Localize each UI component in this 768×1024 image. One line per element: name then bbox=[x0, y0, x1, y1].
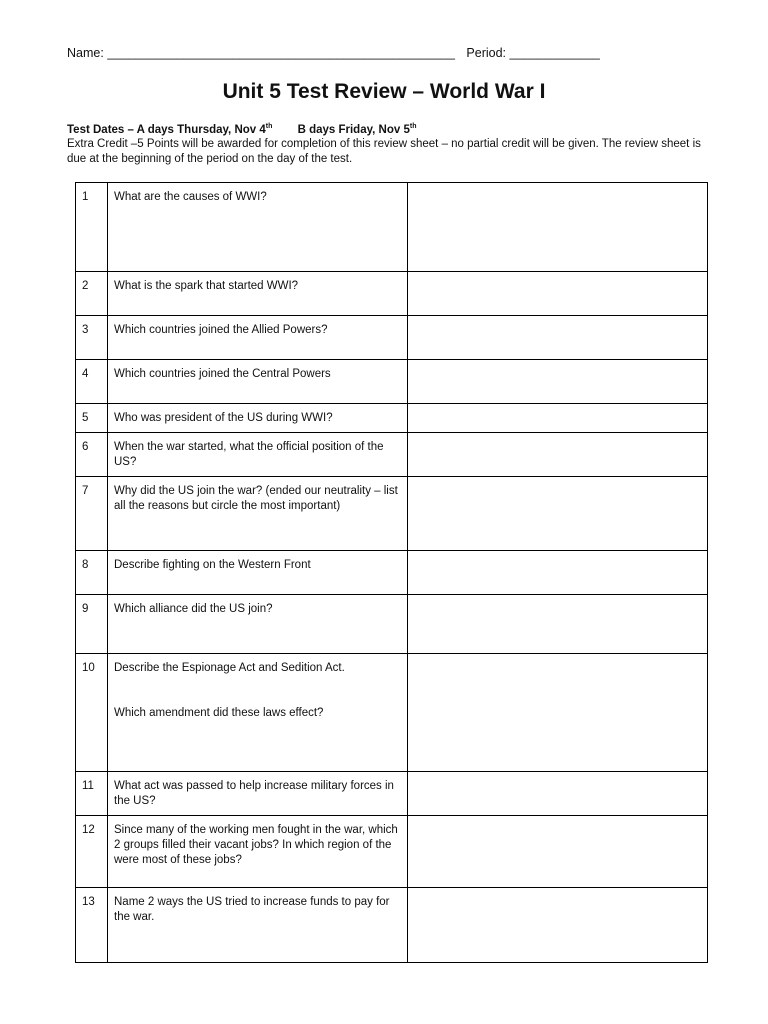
question-number: 8 bbox=[76, 551, 108, 595]
question-text: Describe fighting on the Western Front bbox=[108, 551, 408, 595]
answer-cell[interactable] bbox=[408, 316, 708, 360]
review-table bbox=[75, 182, 708, 963]
question-number: 10 bbox=[76, 654, 108, 772]
name-label: Name: bbox=[67, 46, 104, 60]
table-row bbox=[76, 595, 708, 654]
extra-credit-note: Extra Credit –5 Points will be awarded for completion of this review sheet – no partial credit will be given. The review sheet is due at the beginning of the period on the day of the test. bbox=[67, 138, 701, 165]
table-row bbox=[76, 654, 708, 772]
answer-cell[interactable] bbox=[408, 551, 708, 595]
answer-cell[interactable] bbox=[408, 360, 708, 404]
answer-cell[interactable] bbox=[408, 816, 708, 888]
test-date-b: B days Friday, Nov 5 bbox=[297, 123, 410, 136]
table-row bbox=[76, 316, 708, 360]
table-row bbox=[76, 433, 708, 477]
answer-cell[interactable] bbox=[408, 654, 708, 772]
question-text: What is the spark that started WWI? bbox=[108, 272, 408, 316]
question-number: 2 bbox=[76, 272, 108, 316]
answer-cell[interactable] bbox=[408, 433, 708, 477]
question-number: 5 bbox=[76, 404, 108, 433]
answer-cell[interactable] bbox=[408, 888, 708, 963]
question-text: Which alliance did the US join? bbox=[108, 595, 408, 654]
test-date-a: Test Dates – A days Thursday, Nov 4 bbox=[67, 123, 266, 136]
test-date-b-suffix: th bbox=[409, 123, 417, 130]
table-row bbox=[76, 816, 708, 888]
question-text: Why did the US join the war? (ended our neutrality – list all the reasons but circle the most important) bbox=[108, 477, 408, 551]
question-subtext: Which amendment did these laws effect? bbox=[114, 707, 324, 719]
question-number: 12 bbox=[76, 816, 108, 888]
question-number: 1 bbox=[76, 183, 108, 272]
name-period-line bbox=[67, 46, 600, 60]
answer-cell[interactable] bbox=[408, 272, 708, 316]
test-date-a-suffix: th bbox=[265, 123, 273, 130]
period-label: Period: bbox=[466, 46, 507, 60]
question-text: Which countries joined the Central Powers bbox=[108, 360, 408, 404]
question-number: 6 bbox=[76, 433, 108, 477]
table-row bbox=[76, 477, 708, 551]
test-dates bbox=[67, 123, 416, 136]
answer-cell[interactable] bbox=[408, 183, 708, 272]
answer-cell[interactable] bbox=[408, 595, 708, 654]
table-row bbox=[76, 404, 708, 433]
page-title: Unit 5 Test Review – World War I bbox=[222, 80, 546, 103]
question-text: Since many of the working men fought in the war, which 2 groups filled their vacant jobs? In which region of the were most of these jobs? bbox=[108, 816, 408, 888]
question-text: Which countries joined the Allied Powers? bbox=[108, 316, 408, 360]
table-row bbox=[76, 772, 708, 816]
question-number: 4 bbox=[76, 360, 108, 404]
question-number: 7 bbox=[76, 477, 108, 551]
question-text: What act was passed to help increase military forces in the US? bbox=[108, 772, 408, 816]
answer-cell[interactable] bbox=[408, 477, 708, 551]
table-row bbox=[76, 183, 708, 272]
period-blank[interactable]: _____________ bbox=[509, 46, 600, 60]
question-text: When the war started, what the official position of the US? bbox=[108, 433, 408, 477]
question-number: 9 bbox=[76, 595, 108, 654]
question-text: Describe the Espionage Act and Sedition Act. bbox=[114, 662, 345, 674]
question-number: 13 bbox=[76, 888, 108, 963]
question-number: 3 bbox=[76, 316, 108, 360]
question-text: Name 2 ways the US tried to increase funds to pay for the war. bbox=[108, 888, 408, 963]
table-row bbox=[76, 888, 708, 963]
question-number: 11 bbox=[76, 772, 108, 816]
answer-cell[interactable] bbox=[408, 404, 708, 433]
table-row bbox=[76, 551, 708, 595]
question-text: What are the causes of WWI? bbox=[108, 183, 408, 272]
table-row bbox=[76, 272, 708, 316]
answer-cell[interactable] bbox=[408, 772, 708, 816]
table-row bbox=[76, 360, 708, 404]
name-blank[interactable]: __________________________________________________ bbox=[107, 46, 455, 60]
question-text: Who was president of the US during WWI? bbox=[108, 404, 408, 433]
